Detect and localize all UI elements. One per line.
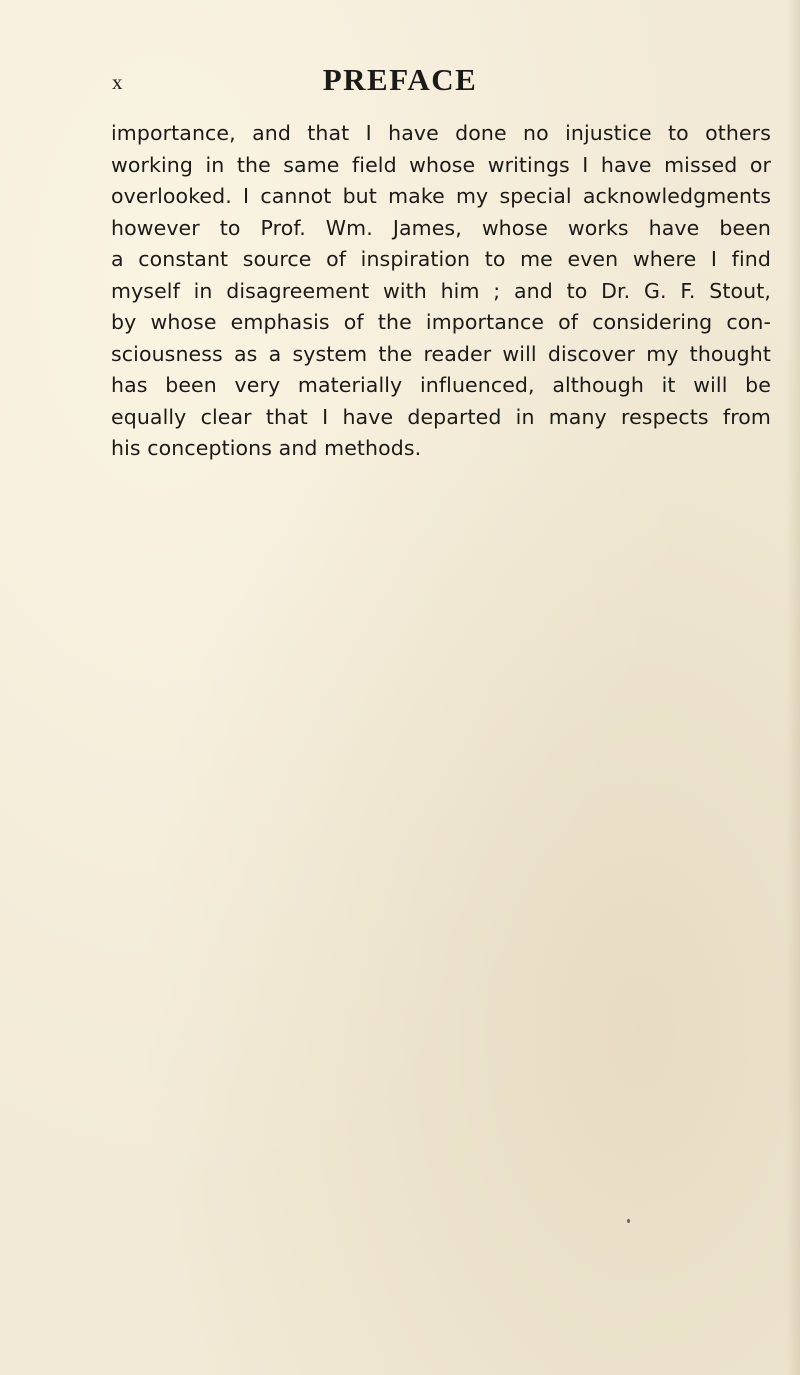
page-number: x <box>112 70 124 94</box>
text-line: importance, and that I have done no injustice to others <box>111 121 771 145</box>
text-line: overlooked. I cannot but make my special acknowledgments <box>111 184 771 208</box>
text-line: equally clear that I have departed in many respects from <box>111 404 771 429</box>
page-edge-shadow <box>786 0 800 1375</box>
text-line: however to Prof. Wm. James, whose works have been <box>111 215 771 240</box>
text-line-last: his conceptions and methods. <box>111 436 422 460</box>
ink-speck <box>627 1219 630 1223</box>
text-line: a constant source of inspiration to me even where I find <box>111 247 771 271</box>
text-line: has been very materially influenced, although it will be <box>111 373 771 397</box>
running-head: PREFACE <box>322 62 478 97</box>
page-header <box>0 62 800 102</box>
text-line: by whose emphasis of the importance of considering con- <box>111 310 771 334</box>
text-line: working in the same field whose writings I have missed or <box>111 152 771 177</box>
text-line: sciousness as a system the reader will discover my thought <box>111 341 771 366</box>
text-line: myself in disagreement with him ; and to Dr. G. F. Stout, <box>111 278 771 303</box>
preface-paragraph <box>111 118 771 465</box>
